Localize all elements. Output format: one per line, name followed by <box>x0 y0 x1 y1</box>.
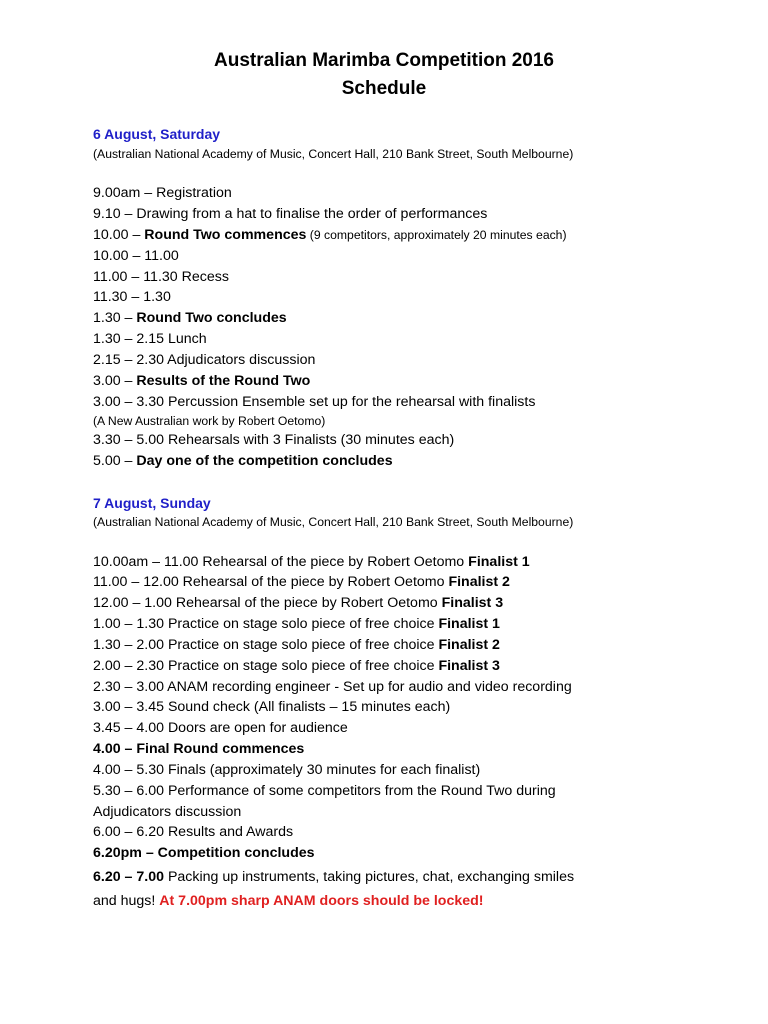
day1-item-9: 3.00 – Results of the Round Two <box>93 373 311 389</box>
day1-item-5: 11.30 – 1.30 <box>93 289 171 305</box>
day2-heading: 7 August, Sunday <box>93 495 211 511</box>
day1-item-8: 2.15 – 2.30 Adjudicators discussion <box>93 352 316 368</box>
day2-item-7: 3.00 – 3.45 Sound check (All finalists – 15 minutes each) <box>93 699 451 715</box>
day1-item-2: 10.00 – Round Two commences (9 competitors, approximately 20 minutes each) <box>93 227 567 243</box>
day2-item-14: 6.20pm – Competition concludes <box>93 845 315 861</box>
day2-item-10: 4.00 – 5.30 Finals (approximately 30 minutes for each finalist) <box>93 762 481 778</box>
day2-item-11: 5.30 – 6.00 Performance of some competitors from the Round Two during <box>93 783 556 799</box>
day1-item-11: (A New Australian work by Robert Oetomo) <box>93 414 326 428</box>
page-title: Australian Marimba Competition 2016 <box>214 50 554 71</box>
closing-warning: At 7.00pm sharp ANAM doors should be locked! <box>159 893 484 909</box>
day2-item-13: 6.00 – 6.20 Results and Awards <box>93 824 294 840</box>
day2-item-0: 10.00am – 11.00 Rehearsal of the piece by Robert Oetomo Finalist 1 <box>93 554 530 570</box>
day2-item-6: 2.30 – 3.00 ANAM recording engineer - Set up for audio and video recording <box>93 679 572 695</box>
day2-item-5: 2.00 – 2.30 Practice on stage solo piece of free choice Finalist 3 <box>93 658 500 674</box>
day1-item-13: 5.00 – Day one of the competition concludes <box>93 453 393 469</box>
day2-item-2: 12.00 – 1.00 Rehearsal of the piece by Robert Oetomo Finalist 3 <box>93 595 504 611</box>
day2-item-1: 11.00 – 12.00 Rehearsal of the piece by Robert Oetomo Finalist 2 <box>93 574 510 590</box>
day2-item-8: 3.45 – 4.00 Doors are open for audience <box>93 720 348 736</box>
day1-item-6: 1.30 – Round Two concludes <box>93 310 287 326</box>
day1-item-7: 1.30 – 2.15 Lunch <box>93 331 207 347</box>
day2-item-4: 1.30 – 2.00 Practice on stage solo piece of free choice Finalist 2 <box>93 637 500 653</box>
day2-item-9: 4.00 – Final Round commences <box>93 741 305 757</box>
day1-venue: (Australian National Academy of Music, Concert Hall, 210 Bank Street, South Melbourne) <box>93 147 574 161</box>
day2-item-12: Adjudicators discussion <box>93 804 242 820</box>
day1-item-12: 3.30 – 5.00 Rehearsals with 3 Finalists (30 minutes each) <box>93 432 455 448</box>
day1-heading: 6 August, Saturday <box>93 126 221 142</box>
day1-item-1: 9.10 – Drawing from a hat to finalise the order of performances <box>93 206 488 222</box>
day1-item-0: 9.00am – Registration <box>93 185 232 201</box>
day1-item-4: 11.00 – 11.30 Recess <box>93 269 229 285</box>
closing-line-2: and hugs! At 7.00pm sharp ANAM doors should be locked! <box>93 893 484 909</box>
day1-item-10: 3.00 – 3.30 Percussion Ensemble set up for the rehearsal with finalists <box>93 394 536 410</box>
page-subtitle: Schedule <box>341 78 427 99</box>
closing-line-1: 6.20 – 7.00 Packing up instruments, taking pictures, chat, exchanging smiles <box>93 869 575 885</box>
day1-item-3: 10.00 – 11.00 <box>93 248 179 264</box>
day2-venue: (Australian National Academy of Music, Concert Hall, 210 Bank Street, South Melbourne) <box>93 515 574 529</box>
day2-item-3: 1.00 – 1.30 Practice on stage solo piece of free choice Finalist 1 <box>93 616 500 632</box>
